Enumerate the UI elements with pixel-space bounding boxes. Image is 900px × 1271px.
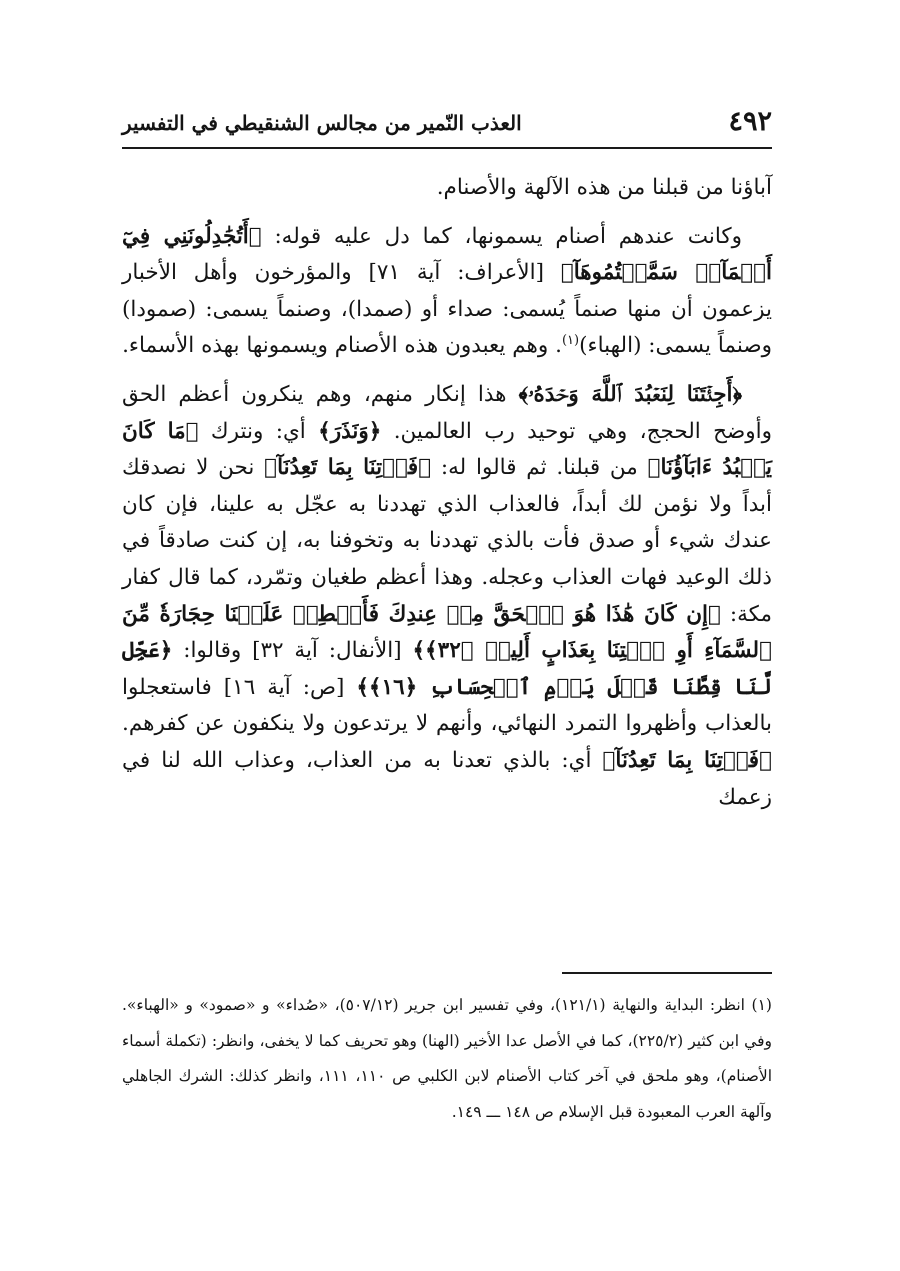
header-divider bbox=[122, 147, 772, 149]
paragraph-3-text-1: هذا إنكار منهم، وهم ينكرون أعظم الحق وأوضح الحجج، وهي توحيد رب العالمين. bbox=[122, 381, 773, 444]
paragraph-3-text-6: [ص: آية ١٦] فاستعجلوا بالعذاب وأظهروا التمرد النهائي، وأنهم لا يرتدعون ولا ينكفون عن كفرهم. bbox=[122, 674, 772, 737]
footnote-1-text: (١) انظر: البداية والنهاية (١٢١/١)، وفي تفسير ابن جرير (٥٠٧/١٢)، «صُداء» و «صمود» و «الهباء». وفي ابن كثير (٢٢٥/٢)، كما في الأصل عدا الأخير (الهنا) وهو تحريف كما لا يخفى، وانظر: (تكملة أسماء الأصنام)، وهو ملحق في آخر كتاب الأصنام لابن الكلبي ص ١١٠، ١١١، وانظر كذلك: الشرك الجاهلي وآلهة العرب المعبودة قبل الإسلام ص ١٤٨ ـــ ١٤٩. bbox=[122, 996, 772, 1121]
running-title: العذب النّمير من مجالس الشنقيطي في التفسير bbox=[122, 111, 522, 135]
paragraph-3-text-7: أي: بالذي تعدنا به من العذاب، وعذاب الله لنا في زعمك bbox=[122, 747, 772, 810]
quran-verse-sad-16: ﴿عَجِّل لَّنَا قِطَّنَا قَبۡلَ يَوۡمِ ٱلۡحِسَابِ ﴿١٦﴾﴾ bbox=[122, 638, 772, 700]
quran-verse-1: ﴿أَجِئۡتَنَا لِنَعۡبُدَ ٱللَّهَ وَحۡدَهُۥ﴾ bbox=[518, 381, 742, 407]
page-number: ٤٩٢ bbox=[728, 106, 772, 137]
quran-verse-anfal-32: ﴿إِن كَانَ هَٰذَا هُوَ ٱلۡحَقَّ مِنۡ عِندِكَ فَأَمۡطِرۡ عَلَيۡنَا حِجَارَةٗ مِّنَ ٱلسَّمَآءِ أَوِ ٱئۡتِنَا بِعَذَابٍ أَلِيمٖ ﴿٣٢﴾﴾ bbox=[122, 601, 772, 664]
footnote-divider bbox=[562, 972, 772, 974]
main-text bbox=[122, 170, 772, 816]
paragraph-3-text-5: [الأنفال: آية ٣٢] وقالوا: bbox=[172, 638, 413, 664]
paragraph-2 bbox=[122, 219, 772, 365]
quran-verse-araf-71: ﴿أَتُجَٰدِلُونَنِي فِيٓ أَسۡمَآءٖ سَمَّيۡتُمُوهَآ﴾ bbox=[122, 223, 772, 286]
paragraph-1 bbox=[122, 170, 772, 207]
paragraph-3 bbox=[122, 377, 772, 816]
quran-verse-2: ﴿وَنَذَرَ﴾ bbox=[318, 418, 382, 444]
quran-verse-3: ﴿مَا كَانَ يَعۡبُدُ ءَابَآؤُنَا﴾ bbox=[122, 418, 773, 481]
paragraph-3-text-2: أي: ونترك bbox=[198, 418, 319, 444]
page-header bbox=[122, 104, 772, 140]
paragraph-3-text-4: نحن لا نصدقك أبداً ولا نؤمن لك أبداً، فالعذاب الذي تهددنا به عجّل به علينا، فإن كان عندك شيء أو صدق فأت بالذي تهددنا به وتخوفنا به، إن كنت صادقاً في ذلك الوعيد فهات العذاب وعجله. وهذا أعظم طغيان وتمّرد، كما قال كفار مكة: bbox=[122, 455, 772, 627]
paragraph-2-text-c: . وهم يعبدون هذه الأصنام ويسمونها بهذه الأسماء. bbox=[122, 333, 562, 359]
quran-verse-7: ﴿فَأۡتِنَا بِمَا تَعِدُنَآ﴾ bbox=[602, 747, 772, 773]
footnote-reference[interactable]: (١) bbox=[561, 333, 580, 349]
footnote bbox=[122, 988, 772, 1130]
paragraph-3-text-3: من قبلنا. ثم قالوا له: bbox=[431, 455, 648, 481]
paragraph-1-text: آباؤنا من قبلنا من هذه الآلهة والأصنام. bbox=[436, 175, 772, 200]
quran-verse-4: ﴿فَأۡتِنَا بِمَا تَعِدُنَآ﴾ bbox=[264, 455, 432, 481]
paragraph-2-text-b: [الأعراف: آية ٧١] والمؤرخون وأهل الأخبار يزعمون أن منها صنماً يُسمى: صداء أو (صمدا)، وصنماً يسمى: (صمودا) وصنماً يسمى: (الهباء) bbox=[122, 260, 772, 359]
paragraph-2-text-a: وكانت عندهم أصنام يسمونها، كما دل عليه قوله: bbox=[261, 223, 742, 249]
